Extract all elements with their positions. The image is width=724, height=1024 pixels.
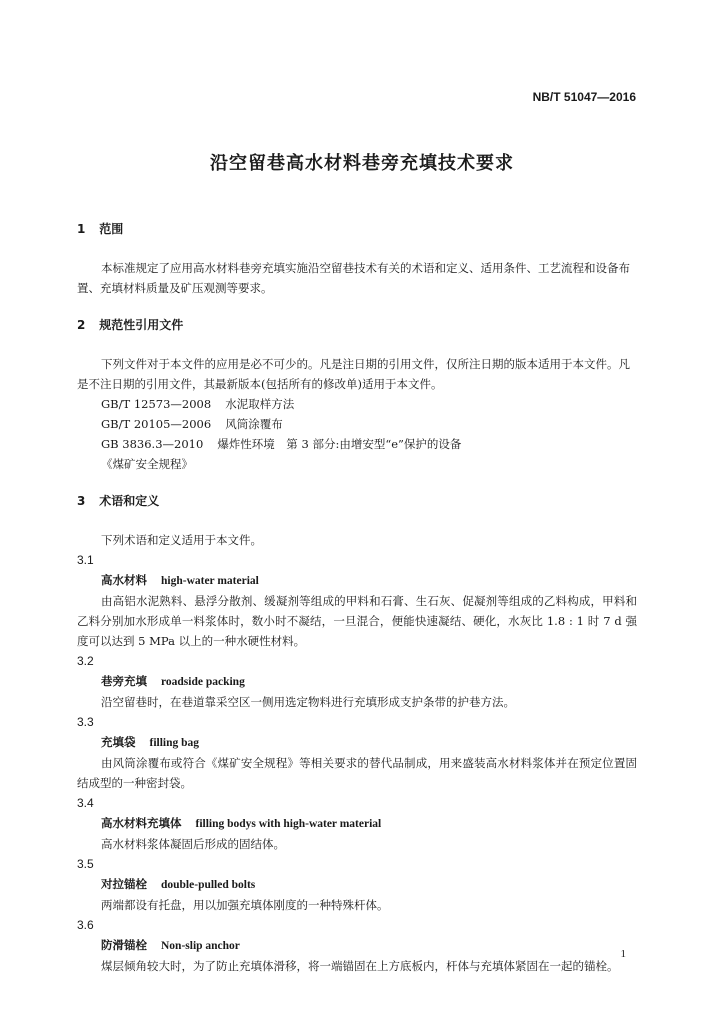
scope-paragraph: 本标准规定了应用高水材料巷旁充填实施沿空留巷技术有关的术语和定义、适用条件、工艺流程和设备布置、充填材料质量及矿压观测等要求。: [77, 261, 630, 295]
reference-item: [77, 434, 637, 454]
reference-code: GB/T 12573—2008: [101, 397, 212, 411]
references-intro: 下列文件对于本文件的应用是必不可少的。凡是注日期的引用文件，仅所注日期的版本适用于本文件。凡是不注日期的引用文件，其最新版本(包括所有的修改单)适用于本文件。: [77, 357, 630, 391]
term-entry: [77, 915, 637, 976]
term-name: [77, 570, 637, 591]
section-title: 范围: [99, 222, 124, 236]
term-number: 3.1: [77, 553, 94, 567]
term-name: [77, 935, 637, 956]
document-body: [77, 220, 637, 976]
section-title: 规范性引用文件: [99, 318, 184, 332]
term-name: [77, 671, 637, 692]
section-number: 3: [77, 494, 86, 508]
term-zh: 充填袋: [101, 735, 136, 749]
section-heading-terms: [77, 492, 637, 522]
terms-intro: 下列术语和定义适用于本文件。: [101, 533, 262, 547]
term-definition: 两端都设有托盘，用以加强充填体刚度的一种特殊杆体。: [101, 898, 389, 912]
reference-item: [77, 454, 637, 474]
term-en: filling bodys with high-water material: [195, 818, 382, 830]
term-name: [77, 874, 637, 895]
term-entry: [77, 651, 637, 712]
term-zh: 对拉锚栓: [101, 877, 147, 891]
reference-code: GB 3836.3—2010: [101, 437, 204, 451]
term-number: 3.4: [77, 796, 94, 810]
section-heading-normative-references: [77, 316, 637, 346]
reference-name: 爆炸性环境 第 3 部分:由增安型“e”保护的设备: [217, 437, 462, 451]
term-name: [77, 813, 637, 834]
term-definition: 由风筒涂覆布或符合《煤矿安全规程》等相关要求的替代品制成，用来盛装高水材料浆体并在预定位置固结成型的一种密封袋。: [77, 756, 637, 790]
reference-code: 《煤矿安全规程》: [101, 457, 193, 471]
term-entry: [77, 854, 637, 915]
term-entry: [77, 793, 637, 854]
term-zh: 巷旁充填: [101, 674, 147, 688]
reference-item: [77, 394, 637, 414]
term-zh: 高水材料: [101, 573, 147, 587]
term-en: roadside packing: [161, 676, 245, 688]
reference-code: GB/T 20105—2006: [101, 417, 212, 431]
term-definition: 高水材料浆体凝固后形成的固结体。: [101, 837, 285, 851]
section-title: 术语和定义: [99, 494, 160, 508]
reference-name: 水泥取样方法: [225, 397, 295, 411]
term-definition: 由高铝水泥熟料、悬浮分散剂、缓凝剂等组成的甲料和石膏、生石灰、促凝剂等组成的乙料构成，甲料和乙料分别加水形成单一料浆体时，数小时不凝结，一旦混合，便能快速凝结、硬化，水灰比 1.8 : 1 时 7 d 强度可以达到 5 MPa 以上的一种水硬性材料。: [77, 594, 637, 648]
term-en: Non-slip anchor: [161, 940, 240, 952]
term-entry: [77, 550, 637, 651]
section-number: 1: [77, 222, 86, 236]
section-number: 2: [77, 318, 86, 332]
term-number: 3.5: [77, 857, 94, 871]
term-en: filling bag: [149, 737, 200, 749]
term-definition: 沿空留巷时，在巷道靠采空区一侧用选定物料进行充填形成支护条带的护巷方法。: [101, 695, 515, 709]
term-definition: 煤层倾角较大时，为了防止充填体滑移，将一端锚固在上方底板内，杆体与充填体紧固在一起的锚栓。: [101, 959, 619, 973]
term-en: double-pulled bolts: [161, 879, 256, 891]
term-en: high-water material: [161, 575, 259, 587]
section-heading-scope: [77, 220, 637, 250]
reference-item: [77, 414, 637, 434]
term-zh: 高水材料充填体: [101, 816, 182, 830]
reference-name: 风筒涂覆布: [225, 417, 283, 431]
term-number: 3.3: [77, 715, 94, 729]
page-number: 1: [620, 948, 626, 960]
term-number: 3.2: [77, 654, 94, 668]
document-title: 沿空留巷高水材料巷旁充填技术要求: [210, 153, 514, 174]
term-zh: 防滑锚栓: [101, 938, 147, 952]
standard-number: NB/T 51047—2016: [532, 90, 636, 104]
term-name: [77, 732, 637, 753]
term-entry: [77, 712, 637, 793]
term-number: 3.6: [77, 918, 94, 932]
